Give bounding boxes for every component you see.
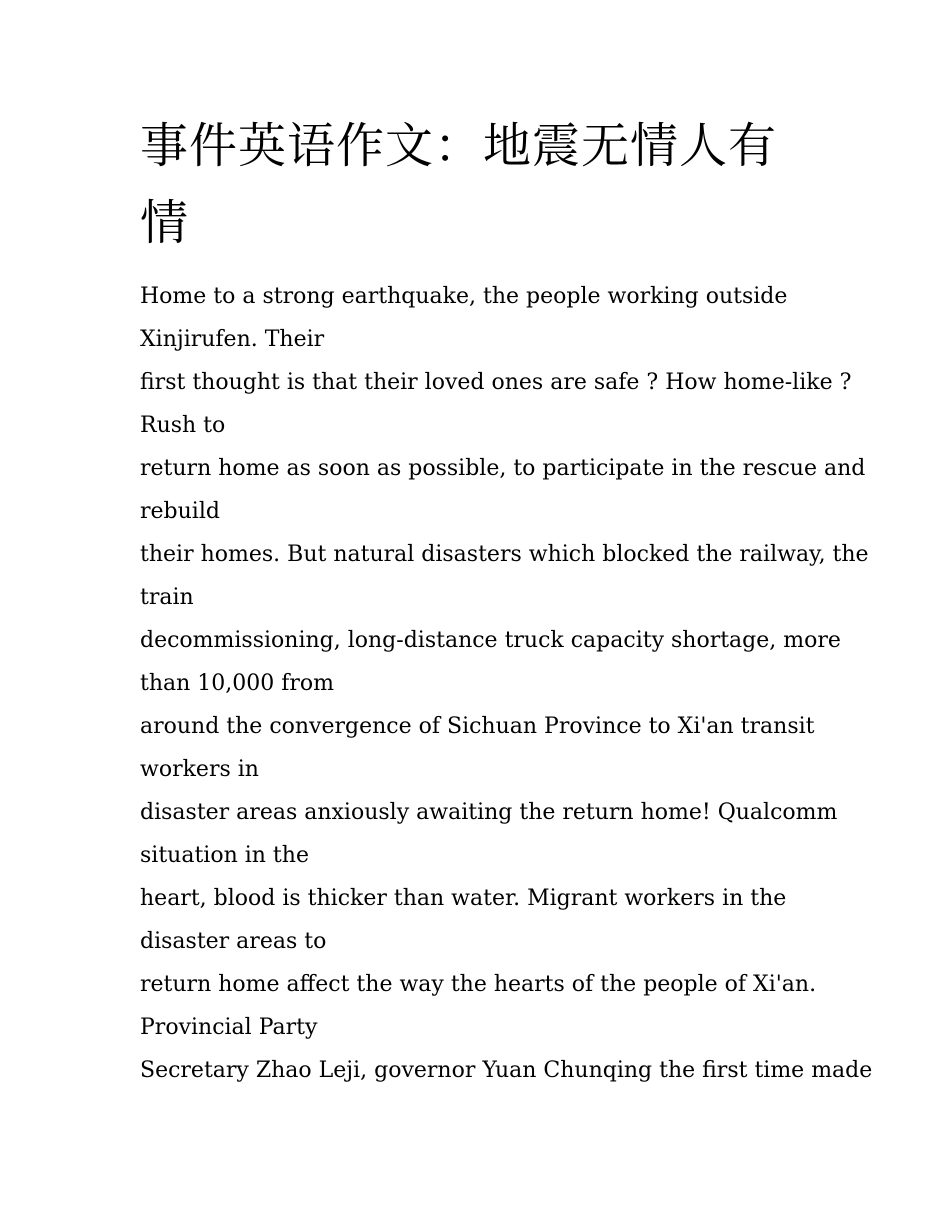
body-line: their homes. But natural disasters which blocked the railway, the: [140, 542, 869, 567]
body-line: than 10,000 from: [140, 671, 335, 696]
body-line: rebuild: [140, 499, 220, 524]
body-line: Home to a strong earthquake, the people working outside: [140, 284, 788, 309]
body-line: train: [140, 585, 194, 610]
document-body: [140, 275, 873, 1092]
body-line: Provincial Party: [140, 1015, 318, 1040]
body-line: workers in: [140, 757, 259, 782]
body-line: decommissioning, long-distance truck capacity shortage, more: [140, 628, 841, 653]
body-line: heart, blood is thicker than water. Migrant workers in the: [140, 886, 787, 911]
body-line: Xinjirufen. Their: [140, 327, 325, 352]
body-line: Rush to: [140, 413, 226, 438]
body-line: around the convergence of Sichuan Province to Xi'an transit: [140, 714, 815, 739]
body-line: Secretary Zhao Leji, governor Yuan Chunqing the first time made: [140, 1058, 873, 1083]
body-line: situation in the: [140, 843, 309, 868]
body-line: disaster areas to: [140, 929, 327, 954]
body-line: return home as soon as possible, to participate in the rescue and: [140, 456, 866, 481]
document-title: 事件英语作文：地震无情人有情: [140, 118, 778, 251]
body-line: first thought is that their loved ones are safe ? How home-like ?: [140, 370, 852, 395]
body-line: return home affect the way the hearts of the people of Xi'an.: [140, 972, 817, 997]
body-line: disaster areas anxiously awaiting the return home! Qualcomm: [140, 800, 838, 825]
